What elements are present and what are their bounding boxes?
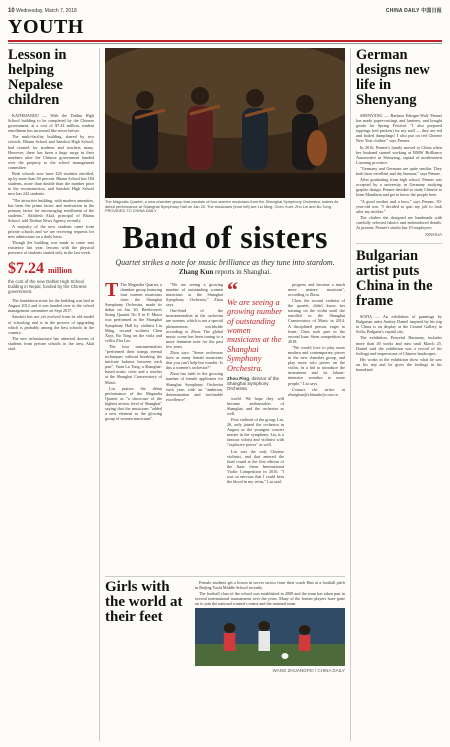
story-column-1 [105,282,162,572]
paragraph: "The attractive building, with modern amenities, has been the prime factor and motivation in the primary factor for encouraging enrollment of the students," Akhilesh Akal, principal of Bhanu School, told Xinhua News Agency recently. [8,197,94,223]
paragraph: Both schools now have 426 students enrolled, up by more than 50 percent. Bhanu School has 184 students, more than double than the number prior to the reconstruction, and Sanskrit High School now has 242 students. [8,171,94,197]
story-column-4 [288,282,345,572]
quote-name: Zhou Ping [227,376,249,382]
quote-title: , director of the Shanghai Symphony Orchestra [227,376,280,392]
paragraph: Sanskrit has not yet evolved from its old model of schooling and is in the process of upgrading which is probably among the best schools in the country. [8,314,94,335]
german-designer-headline: German designs new life in Shenyang [356,48,430,108]
story-column-2 [166,282,223,572]
paragraph: Though the building was made to come into existence last year, lessons with the physical presence of students started only in the last week. [8,240,94,256]
paragraph: SHENYANG — Barbara Edinger-Wolf Penner has made paper-cuttings and lanterns, and bought goods for Spring Festival. "I also prepared toppings (red packets) for my staff — they are red and boiled dumplings! I also put on red Chinese New Year clothes," says Penner. [356,113,442,144]
section-rule-thin [8,43,442,44]
paragraph: Chen, the second violinist of the quartet, didn't know her training on the violin until she enrolled in the Shanghai Conservatory of Music in 2014. A disciplined person, eager to learn, Chen took part in the second Isaac Stern competition in 2018. [288,298,345,344]
main-headline: Band of sisters [122,218,328,255]
paragraph: The foundation stone for the building was laid in August 2012 and it was handed over to the school management committee on Sept 2017. [8,298,94,314]
paragraph: In 2016, Penner's family moved to China when her husband started working at BMW Brilliance Automotive in Shenyang, capital of northeastern Liaoning province. [356,144,442,165]
paragraph: Female students get a lesson in soccer tactics from their coach Han at a football pitch in Beijing Yashi Middle School recently. [195,579,345,590]
soccer-photo-illustration [195,608,345,666]
german-designer-credit: XINHUA [424,232,442,238]
quartet-photo [105,48,345,198]
paragraph: Liu praises the debut performance of the Magnolia Quartet as "a showcase of the highest artistic level of Shanghai" saying that the musicians "added a new element to the glowing group of women musicians". [105,385,162,422]
nepal-headline: Lesson in helping Nepalese children [8,48,67,108]
byline-author: Zhang Kun [178,267,214,276]
paragraph: progress and become a much more mature musician", according to Zhou. [288,281,345,297]
paragraph: The football class of the school was established in 2009 and the team has taken part in several international tournaments over the years. Many of the former players have gone on to join the national women's teams and the national team. [195,590,345,607]
paragraph: The four instrumentalists "performed their strings eternal techniques without breaking the intricate balance between each part", Yuan Lu Tong, a Shanghai-based music critic and a teacher at the Shanghai Conservatory of Music. [105,343,162,385]
page-number: 10 [8,7,15,14]
paragraph: The Magnolia Quartet, a chamber group featuring four women musicians from the Shanghai Symphony Orchestra, made its debut on Jan 20. Beethoven's String Quartet No 8 in E Minor was performed at the Shanghai Symphony Hall by violinist Liu Ming, second violinist Chen Xuyi, Bo Tong on the viola and cellist Zhu Lin. [105,281,162,343]
paragraph: "We would love to play more modern and contemporary pieces in the new chamber group, and play more solo pieces on the violin, in a bid to introduce the instrument and its labour-intensive wonders to more people," Liu says. [288,344,345,386]
paragraph: Zhou says: "Some orchestras have as many female musicians that you can't help but wonder: Is this a women's orchestra?" [166,350,223,371]
story-column-3 [227,396,284,485]
soccer-inset [105,576,345,674]
paragraph: A majority of the new students came from private schools and we are receiving requests for new admissions on a daily basis. [8,223,94,240]
dropcap: T [105,281,119,301]
main-byline [105,268,345,276]
section-rule [8,40,442,42]
issue-date: Wednesday, March 7, 2018 [16,7,77,14]
quote-mark-icon: “ [227,281,238,302]
paragraph: "A good mother and a hero," says Penner, 30-year-old son. "I decided to quit my job to look after my mother." [356,198,442,214]
column-divider [356,243,442,244]
bulgarian-artist-body [356,314,442,372]
inset-photo-credit: WANG ZHUANGFEI / CHINA DAILY [272,668,345,674]
german-designer-body [356,113,442,230]
paragraph: Liu was the only Chinese violinist, and that entered the final round at the first edition of the Isaac Stern International Violin Competition in 2016. "I was so nervous that I could hear the blood in my veins," Liu said. [227,448,284,485]
paragraph: SOFIA — An exhibition of paintings by Bulgarian artist Andrey Daniel inspired by his trip to China is on display at the Central Gallery in Sofia, Bulgaria's capital city. [356,314,442,335]
quartet-photo-caption: The Magnolia Quartet, a new chamber group that consists of four women musicians from the Shanghai Symphony Orchestra, makes its debut performance at Shanghai Symphony Hall on Jan 20. The musicians (from left) are Liu Ming, Chen Xuet, Zhu Lin and Bo Tong. PROVIDED TO CHINA DAILY [105,199,339,214]
quartet-photo-illustration [105,48,345,198]
paragraph: Zhou has faith in the growing number of female applicants for Shanghai Symphony Orchestra each year, with an "ambition, determination and irrefutable excellence". [166,371,223,402]
story-columns [105,282,345,572]
paragraph: The clothes she designed are handmade with carefully selected fabrics and embroidered details. At present, Penner's studio has 10 employees. [356,214,442,230]
left-column [8,48,100,741]
bulgarian-artist-headline: Bulgarian artist puts China in the frame [356,248,433,310]
paragraph: KATHMANDU — With the Dalhar High School building to be completed by the Chinese government, at a cost of $7.24 million, student enrollment has increased like never before. [8,113,94,134]
byline-rest: reports in Shanghai. [215,267,272,276]
nepal-body [8,113,94,256]
nepal-body-continued [8,298,94,351]
quote-attribution [227,376,284,392]
page-number-date [8,8,77,14]
contact-line: Contact the writer at zhangkun@chinadaily.com.cn [288,386,345,397]
brand-name: CHINA DAILY [385,8,420,14]
main-subheadline: Quartet strikes a note for music brilliance as they tune into stardom. [115,257,335,267]
cost-unit: million [48,265,73,275]
cost-value: $7.24 [8,259,44,277]
paragraph: After graduating from high school, Penner was accepted by a university in Germany studying graphic design. Penner decided to study Chinese to learn Mandarin and get to know the people here. [356,177,442,198]
paragraph: First violinist of the group, Liu, 26, only joined the orchestra in August as the youngest concert master in the symphony. Liu is a famous soloist and violinist with "explosive power" as well. [227,417,284,448]
inset-body [195,580,345,674]
cost-figure [8,260,94,278]
paragraph: "We are seeing a growing number of outstanding women musicians at the Shanghai Symphony Orchestra," Zhou says. [166,281,223,308]
brand-name-chinese: 中国日报 [421,8,442,14]
paragraph: One-third of the instrumentalists in the orchestra are women, which is not a special phenomenon worldwide according to Zhou. The global music scene has been tuning to a more feminine note for the past few years. [166,308,223,349]
pull-quote-column [227,282,284,572]
paragraph: "Germany and Germans are quite similar. They both have excellent and dry humour," says Penner. [356,165,442,177]
main-story [105,48,345,741]
masthead-brand [386,7,442,14]
paragraph: world. We hope they will become ambassadors of Shanghai, and the orchestra as well. [227,395,284,416]
soccer-photo [195,608,345,666]
page-header [8,6,442,15]
paragraph: His works in the exhibition show what he saw on his trip and he gives the feelings in his homeland. [356,356,442,372]
section-title: YOUTH [8,16,84,38]
cost-caption: the cost of the new Dalhar High School building in Nepal, funded by the Chinese government. [8,278,87,294]
inset-headline: Girls with the world at their feet [105,578,183,625]
right-column [350,48,442,741]
paragraph: The exhibition, Peaceful Harmony, includes more than 40 works and runs until March 25. Daniel said the exhibition was a record of his feelings and impressions of Chinese landscapes. [356,335,442,356]
paragraph: The new infrastructure has attracted dozens of students from private schools in the area, Akal said. [8,335,94,351]
paragraph: The multi-facility building, shared by two schools, Bhanu School and Sanskrit High School, had created for students and teachers many. However, there has been a huge surge in their numbers after the Chinese government handed over the property to the school management committee. [8,134,94,170]
pull-quote: We are seeing a growing number of outstanding women musicians at the Shanghai Symphony Orchestra. [227,297,283,373]
